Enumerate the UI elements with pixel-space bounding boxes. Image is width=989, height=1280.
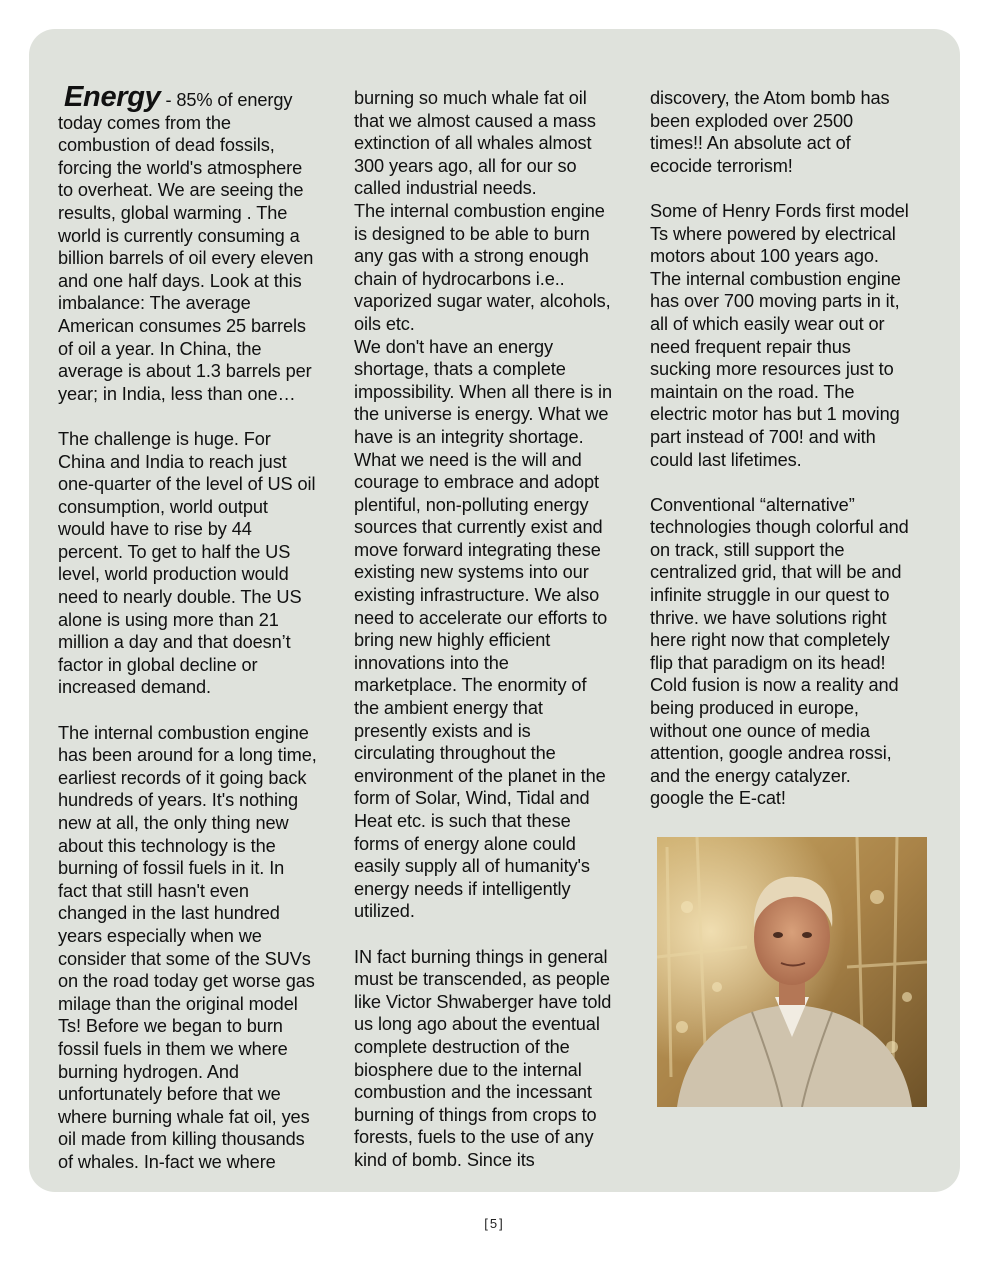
column-3 (650, 87, 940, 810)
paragraph: The challenge is huge. For China and India to reach just one-quarter of the level of US oil consumption, world output would have to rise by 44 percent. To get to half the US level, world production would need to nearly double. The US alone is using more than 21 million a day and that doesn’t factor in global decline or increased demand. (58, 428, 316, 698)
paragraph: burning so much whale fat oil that we almost caused a mass extinction of all whales almost 300 years ago, all for our so called industrial needs. The internal combustion engine is designed to be able to burn any gas with a strong enough chain of hydrocarbons i.e.. vaporized sugar water, alcohols, oils etc. We don't have an energy shortage, thats a complete impossibility. When all there is in the universe is energy. What we have is an integrity shortage. What we need is the will and courage to embrace and adopt plentiful, non-polluting energy sources that currently exist and move forward integrating these existing new systems into our existing infrastructure. We also need to accelerate our efforts to bring new highly efficient innovations into the marketplace. The enormity of the ambient energy that presently exists and is circulating throughout the environment of the planet in the form of Solar, Wind, Tidal and Heat etc. is such that these forms of energy alone could easily supply all of humanity's energy needs if intelligently utilized. (354, 88, 612, 922)
paragraph: The internal combustion engine has been around for a long time, earliest records of it going back hundreds of years. It's nothing new at all, the only thing new about this technology is the burning of fossil fuels in it. In fact that still hasn't even changed in the last hundred years especially when we consider that some of the SUVs on the road today get worse gas milage than the original model Ts! Before we began to burn fossil fuels in them we where burning hydrogen. And unfortunately before that we where burning whale fat oil, yes oil made from killing thousands of whales. In-fact we where (58, 722, 317, 1172)
article-heading: Energy (64, 81, 161, 113)
page-number: [5] (484, 1216, 505, 1231)
paragraph: Some of Henry Fords first model Ts where powered by electrical motors about 100 years ago. The internal combustion engine has over 700 moving parts in it, all of which easily wear out or need frequent repair thus sucking more resources just to maintain on the road. The electric motor has but 1 moving part instead of 700! and with could last lifetimes. (650, 200, 909, 470)
column-1 (58, 81, 348, 1174)
intro-paragraph (58, 81, 348, 113)
paragraph: discovery, the Atom bomb has been exploded over 2500 times!! An absolute act of ecocide terrorism! (650, 88, 890, 176)
heading-lead-text: - 85% of energy (160, 90, 293, 110)
paragraph: Conventional “alternative” technologies though colorful and on track, still support the centralized grid, that will be and infinite struggle in our quest to thrive. we have solutions right here right now that completely flip that paradigm on its head! Cold fusion is now a reality and being produced in europe, without one ounce of media attention, google andrea rossi, and the energy catalyzer. google the E-cat! (650, 494, 909, 809)
paragraph: today comes from the combustion of dead fossils, forcing the world's atmosphere to overheat. We are seeing the results, global warming . The world is currently consuming a billion barrels of oil every eleven and one half days. Look at this imbalance: The average American consumes 25 barrels of oil a year. In China, the average is about 1.3 barrels per year; in India, less than one… (58, 112, 314, 404)
portrait-photo (657, 837, 927, 1107)
paragraph: IN fact burning things in general must be transcended, as people like Victor Shwaberger have told us long ago about the eventual complete destruction of the biosphere due to the internal combustion and the incessant burning of things from crops to forests, fuels to the use of any kind of bomb. Since its (354, 946, 612, 1170)
column-2 (354, 87, 644, 1172)
